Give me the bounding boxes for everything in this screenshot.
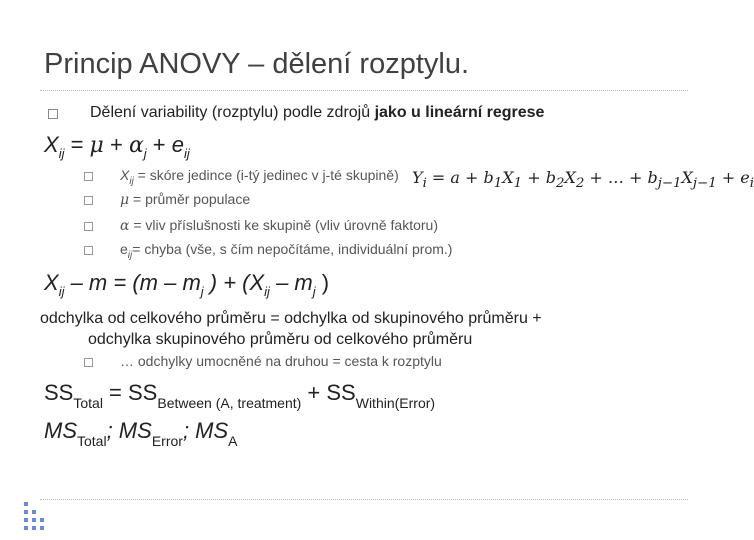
bullet-square-icon xyxy=(84,358,93,367)
footer-divider xyxy=(40,499,688,500)
bullet-square-icon xyxy=(48,109,58,119)
bullet-square-icon xyxy=(84,196,93,205)
mean-squares-line: $MS_{Total}$; $MS_{Error}$; $MS_A$ xyxy=(44,418,238,449)
main-bullet-text: Dělení variability (rozptylu) podle zdrojů jako u lineární regrese xyxy=(90,104,545,121)
bullet-square-icon xyxy=(84,246,93,255)
sum-of-squares-line: $SS_{Total} = SS_{Between (A, treatment)} + SS_{Within(Error)}$ xyxy=(44,380,436,411)
model-equation: $X_{ij} = \mu + \alpha_j + e_{ij}$ xyxy=(44,132,190,161)
bullet-square-icon xyxy=(84,172,93,181)
regression-formula: $Y_i = a + b_1X_1 + b_2X_2$ + … + $b_{j-1}X_{j-1} + e_i$ xyxy=(412,162,712,200)
deviation-description: odchylka od celkového průměru = odchylka od skupinového průměru + odchylka skupinového průměru od celkového průměru xyxy=(40,310,542,348)
corner-decoration-icon xyxy=(22,500,50,537)
bullet-square-icon xyxy=(84,222,93,231)
slide-title: Princip ANOVY – dělení rozptylu. xyxy=(44,48,470,80)
deviation-equation: $X_{ij} - m = (m - m_j$ ) + ($X_{ij} - m_j$ ) xyxy=(44,270,330,299)
title-divider xyxy=(40,90,688,91)
